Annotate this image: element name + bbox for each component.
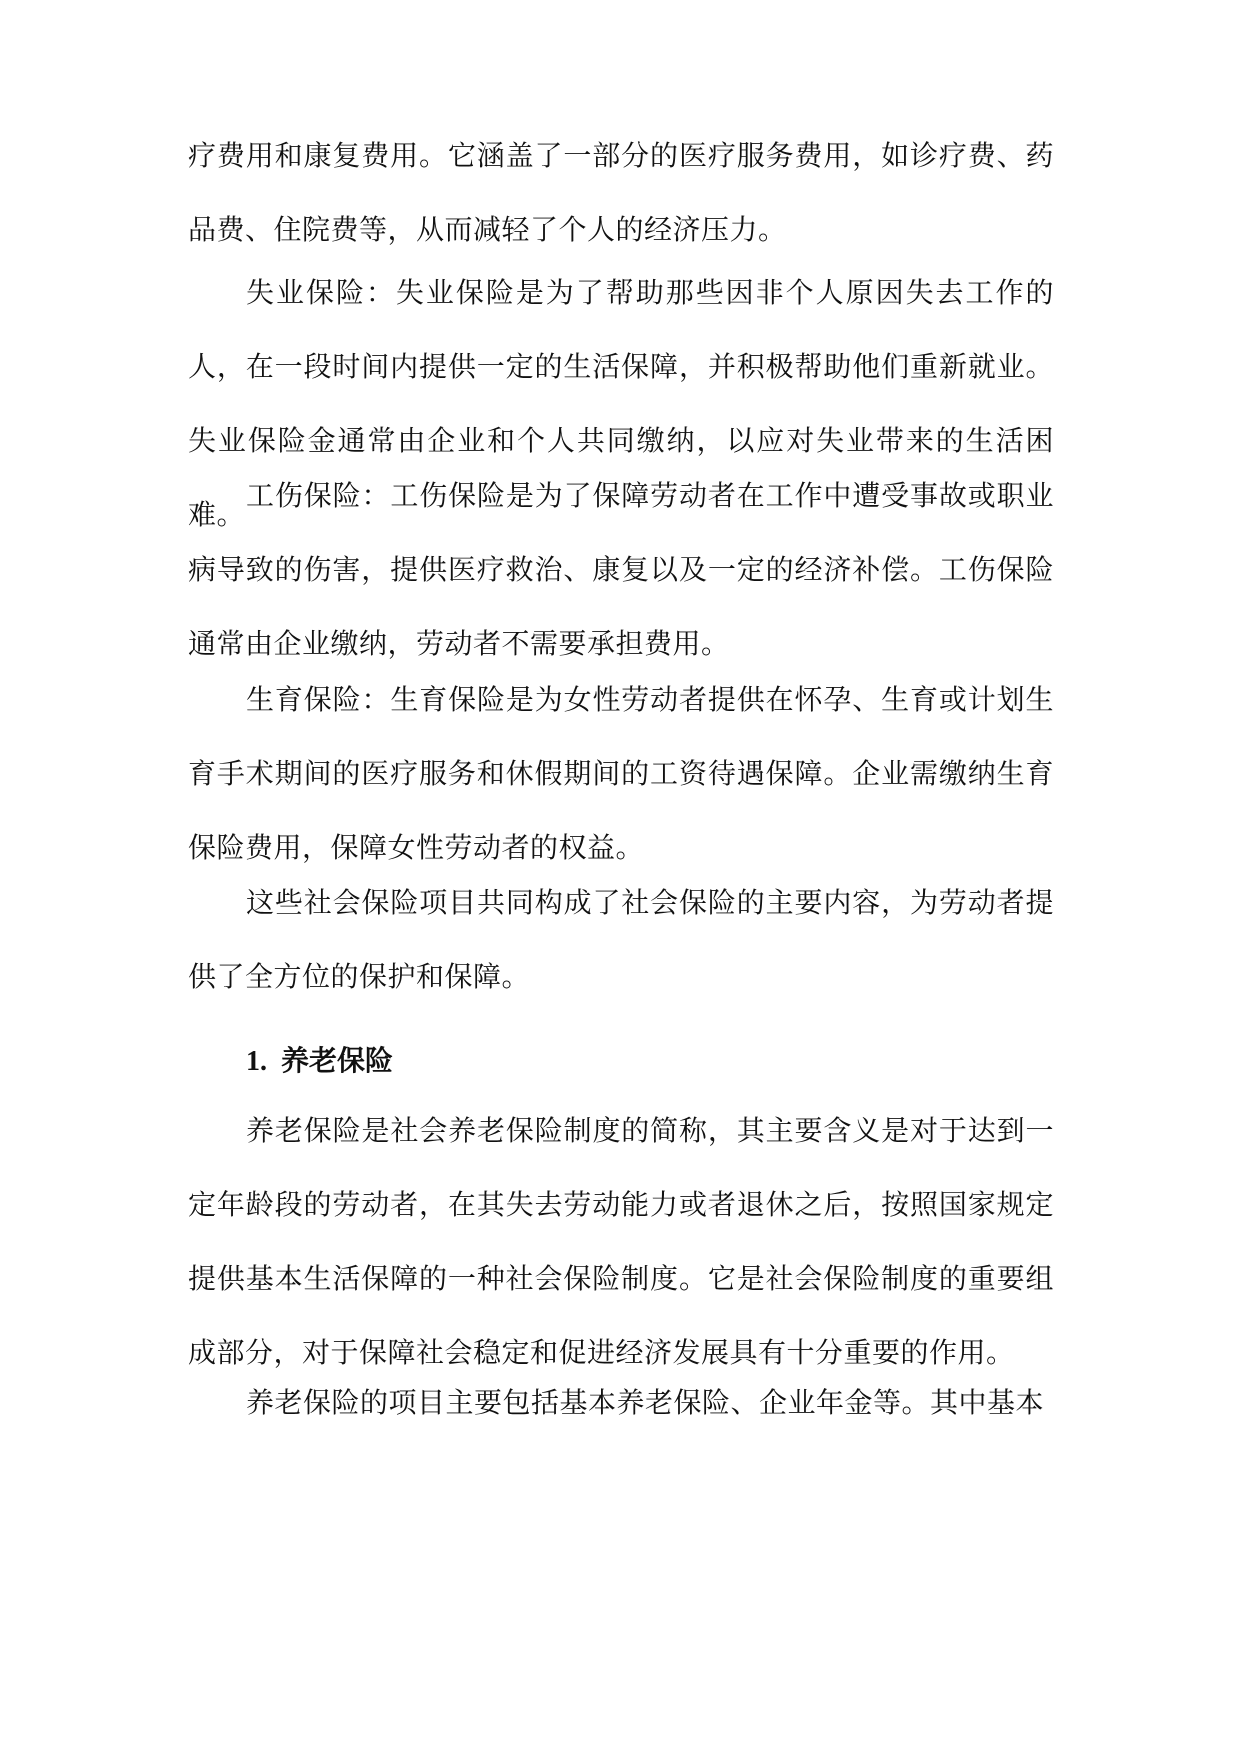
section-number: 1. xyxy=(246,1046,267,1077)
paragraph-work-injury-insurance: 工伤保险：工伤保险是为了保障劳动者在工作中遭受事故或职业病导致的伤害，提供医疗救治、康复以及一定的经济补偿。工伤保险通常由企业缴纳，劳动者不需要承担费用。 xyxy=(188,479,1054,660)
paragraph-pension-items: 养老保险的项目主要包括基本养老保险、企业年金等。其中基本 xyxy=(246,1386,1045,1419)
paragraph-pension-definition: 养老保险是社会养老保险制度的简称，其主要含义是对于达到一定年龄段的劳动者，在其失去劳动能力或者退休之后，按照国家规定提供基本生活保障的一种社会保险制度。它是社会保险制度的重要组成部分，对于保障社会稳定和促进经济发展具有十分重要的作用。 xyxy=(188,1114,1054,1369)
paragraph-medical-continued: 疗费用和康复费用。它涵盖了一部分的医疗服务费用，如诊疗费、药品费、住院费等，从而减轻了个人的经济压力。 xyxy=(188,139,1054,246)
paragraph-unemployment-insurance: 失业保险：失业保险是为了帮助那些因非个人原因失去工作的人，在一段时间内提供一定的生活保障，并积极帮助他们重新就业。失业保险金通常由企业和个人共同缴纳，以应对失业带来的生活困难。 xyxy=(188,276,1054,531)
paragraph-maternity-insurance: 生育保险：生育保险是为女性劳动者提供在怀孕、生育或计划生育手术期间的医疗服务和休假期间的工资待遇保障。企业需缴纳生育保险费用，保障女性劳动者的权益。 xyxy=(188,683,1054,864)
paragraph-summary: 这些社会保险项目共同构成了社会保险的主要内容，为劳动者提供了全方位的保护和保障。 xyxy=(188,886,1054,993)
section-title: 养老保险 xyxy=(281,1044,394,1077)
section-heading xyxy=(246,1024,393,1099)
